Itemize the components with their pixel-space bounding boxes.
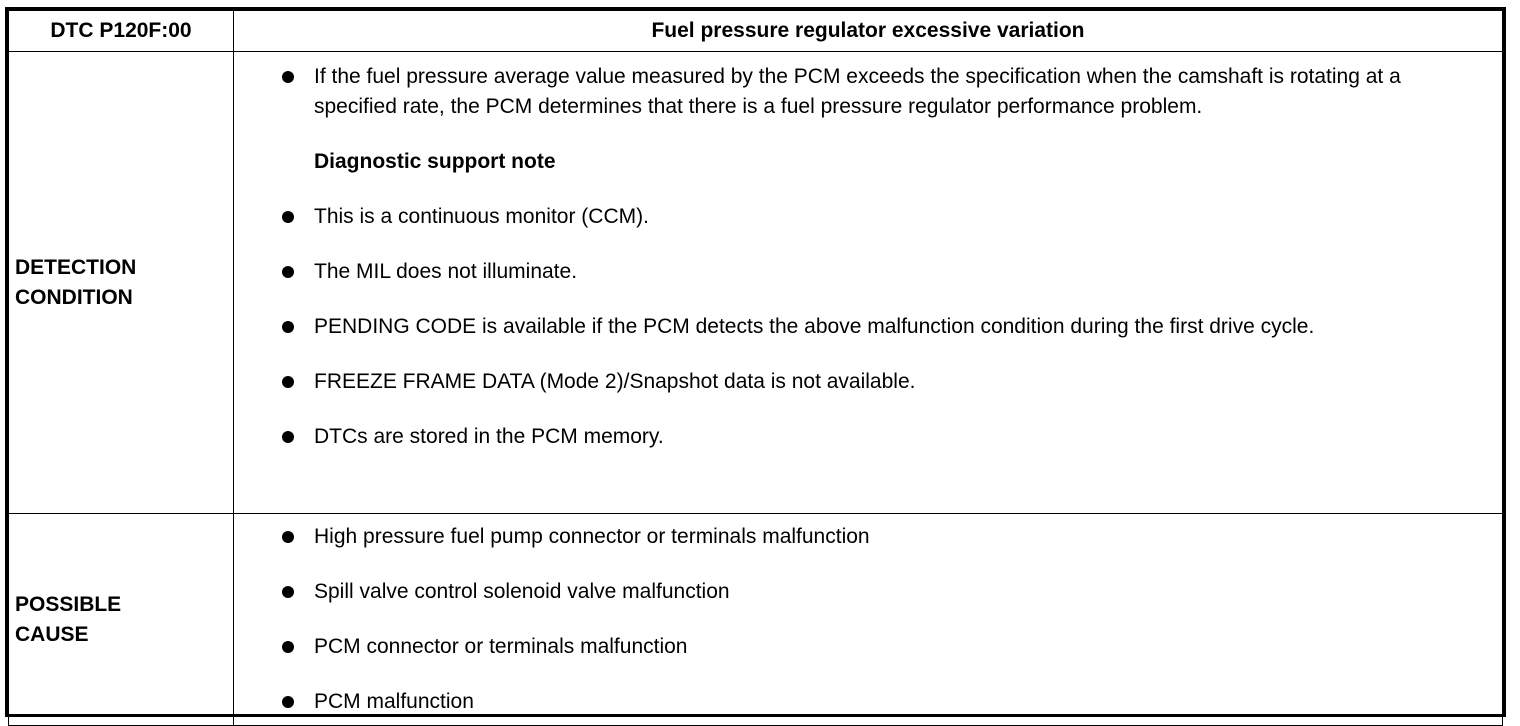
bullet-icon xyxy=(282,641,294,653)
list-item xyxy=(282,422,1482,452)
bullet-icon xyxy=(282,71,294,83)
header-row xyxy=(9,11,1503,52)
list-item xyxy=(282,687,1482,717)
diagnostic-support-note-heading: Diagnostic support note xyxy=(314,150,556,173)
list-item xyxy=(282,522,1482,552)
list-item-text: PENDING CODE is available if the PCM detects the above malfunction condition during the first drive cycle. xyxy=(314,315,1315,338)
list-item xyxy=(282,577,1482,607)
dtc-title: Fuel pressure regulator excessive variation xyxy=(234,11,1503,52)
bullet-icon xyxy=(282,431,294,443)
detection-note-list xyxy=(282,202,1482,452)
bullet-icon xyxy=(282,586,294,598)
detection-condition-label xyxy=(9,52,234,514)
bullet-icon xyxy=(282,531,294,543)
possible-cause-label xyxy=(9,514,234,726)
bullet-icon xyxy=(282,696,294,708)
list-item xyxy=(282,367,1482,397)
list-item xyxy=(282,202,1482,232)
list-item xyxy=(282,257,1482,287)
detection-label-line1: DETECTION xyxy=(15,255,137,279)
dtc-code: DTC P120F:00 xyxy=(9,11,234,52)
list-item-text: The MIL does not illuminate. xyxy=(314,260,578,283)
list-item xyxy=(282,62,1482,122)
list-item xyxy=(282,632,1482,662)
list-item-text: PCM connector or terminals malfunction xyxy=(314,635,688,658)
detection-list xyxy=(282,62,1482,122)
list-item-text: Spill valve control solenoid valve malfunction xyxy=(314,580,730,603)
bullet-icon xyxy=(282,321,294,333)
cause-list xyxy=(282,522,1482,717)
bullet-icon xyxy=(282,266,294,278)
detection-condition-content xyxy=(234,52,1503,514)
detection-label-line2: CONDITION xyxy=(15,285,133,309)
possible-cause-content xyxy=(234,514,1503,726)
list-item-text: PCM malfunction xyxy=(314,690,474,713)
cause-label-line2: CAUSE xyxy=(15,622,89,646)
list-item-text: This is a continuous monitor (CCM). xyxy=(314,205,649,228)
list-item-text: If the fuel pressure average value measured by the PCM exceeds the specification when the camshaft is rotating at a specified rate, the PCM determines that there is a fuel pressure regulator performance problem. xyxy=(314,65,1401,118)
list-item-text: DTCs are stored in the PCM memory. xyxy=(314,425,664,448)
dtc-document xyxy=(5,7,1506,717)
detection-condition-row xyxy=(9,52,1503,514)
dtc-table xyxy=(8,10,1503,726)
bullet-icon xyxy=(282,376,294,388)
bullet-icon xyxy=(282,211,294,223)
list-item-text: FREEZE FRAME DATA (Mode 2)/Snapshot data is not available. xyxy=(314,370,916,393)
cause-label-line1: POSSIBLE xyxy=(15,592,122,616)
list-item-text: High pressure fuel pump connector or terminals malfunction xyxy=(314,525,870,548)
possible-cause-row xyxy=(9,514,1503,726)
list-item xyxy=(282,312,1482,342)
